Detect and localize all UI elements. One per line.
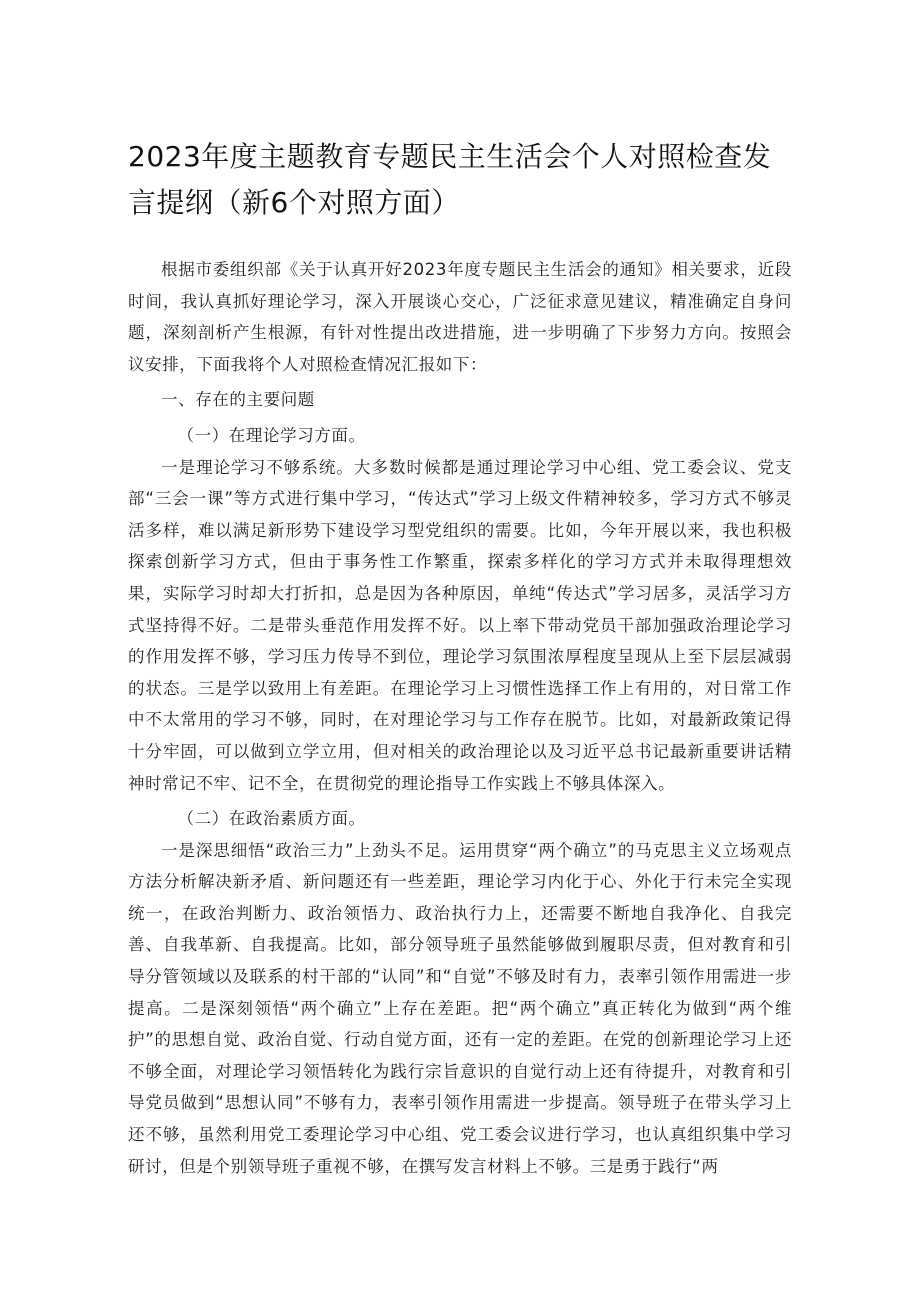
intro-paragraph: 根据市委组织部《关于认真开好2023年度专题民主生活会的通知》相关要求，近段时间，我认真抓好理论学习，深入开展谈心交心，广泛征求意见建议，精准确定自身问题，深刻剖析产生根源，有针对性提出改进措施，进一步明确了下步努力方向。按照会议安排，下面我将个人对照检查情况汇报如下：	[128, 260, 792, 374]
section-heading-problems: 一、存在的主要问题	[161, 390, 315, 410]
political-quality-paragraph: 一是深思细悟“政治三力”上劲头不足。运用贯穿“两个确立”的马克思主义立场观点方法分析解决新矛盾、新问题还有一些差距，理论学习内化于心、外化于行未完全实现统一，在政治判断力、政治领悟力、政治执行力上，还需要不断地自我净化、自我完善、自我革新、自我提高。比如，部分领导班子虽然能够做到履职尽责，但对教育和引导分管领域以及联系的村干部的“认同”和“自觉”不够及时有力，表率引领作用需进一步提高。二是深刻领悟“两个确立”上存在差距。把“两个确立”真正转化为做到“两个维护”的思想自觉、政治自觉、行动自觉方面，还有一定的差距。在党的创新理论学习上还不够全面，对理论学习领悟转化为践行宗旨意识的自觉行动上还有待提升，对教育和引导党员做到“思想认同”不够有力，表率引领作用需进一步提高。领导班子在带头学习上还不够，虽然利用党工委理论学习中心组、党工委会议进行学习，也认真组织集中学习研讨，但是个别领导班子重视不够，在撰写发言材料上不够。三是勇于践行“两	[128, 840, 792, 1176]
theory-study-paragraph: 一是理论学习不够系统。大多数时候都是通过理论学习中心组、党工委会议、党支部“三会一课”等方式进行集中学习，“传达式”学习上级文件精神较多，学习方式不够灵活多样，难以满足新形势下建设学习型党组织的需要。比如，今年开展以来，我也积极探索创新学习方式，但由于事务性工作繁重，探索多样化的学习方式并未取得理想效果，实际学习时却大打折扣，总是因为各种原因，单纯“传达式”学习居多，灵活学习方式坚持得不好。二是带头垂范作用发挥不好。以上率下带动党员干部加强政治理论学习的作用发挥不够，学习压力传导不到位，理论学习氛围浓厚程度呈现从上至下层层减弱的状态。三是学以致用上有差距。在理论学习上习惯性选择工作上有用的，对日常工作中不太常用的学习不够，同时，在对理论学习与工作存在脱节。比如，对最新政策记得十分牢固，可以做到立学立用，但对相关的政治理论以及习近平总书记最新重要讲话精神时常记不牢、记不全，在贯彻党的理论指导工作实践上不够具体深入。	[128, 457, 792, 793]
document-title: 2023年度主题教育专题民主生活会个人对照检查发言提纲（新6个对照方面）	[128, 140, 772, 219]
subsection-heading-theory-study: （一）在理论学习方面。	[177, 425, 366, 445]
subsection-heading-political-quality: （二）在政治素质方面。	[177, 809, 366, 829]
